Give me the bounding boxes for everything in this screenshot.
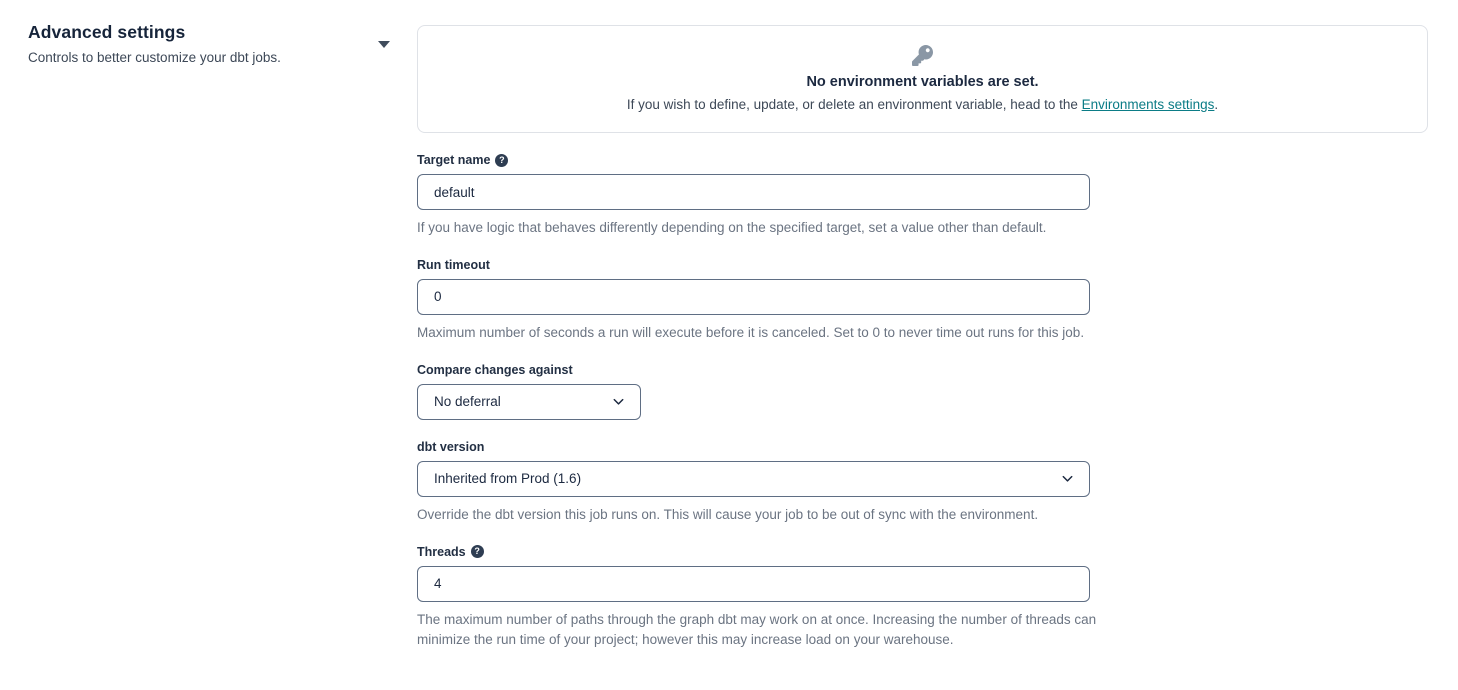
- dbt-version-select[interactable]: [417, 461, 1090, 497]
- field-target-name: [417, 153, 1428, 238]
- field-run-timeout: [417, 258, 1428, 343]
- dbt-version-selected-value: Inherited from Prod (1.6): [434, 471, 582, 487]
- field-label: [417, 363, 1428, 377]
- field-label: [417, 545, 1428, 559]
- compare-changes-label: Compare changes against: [417, 362, 573, 377]
- dbt-version-helper: Override the dbt version this job runs on. This will cause your job to be out of sync with the environment.: [417, 506, 1039, 522]
- field-label: [417, 153, 1428, 167]
- target-name-label: Target name: [417, 153, 491, 167]
- settings-form: [417, 0, 1458, 690]
- page-title: Advanced settings: [28, 22, 186, 42]
- help-icon[interactable]: ?: [471, 545, 484, 558]
- collapse-section-icon[interactable]: [378, 41, 390, 48]
- threads-helper: The maximum number of paths through the graph dbt may work on at once. Increasing the number of threads can minimize the run time of your project; however this may increase load on your warehouse.: [417, 611, 1097, 647]
- field-dbt-version: [417, 440, 1428, 525]
- section-header-column: [0, 0, 417, 690]
- field-label: [417, 440, 1428, 454]
- env-panel-title: No environment variables are set.: [806, 74, 1039, 90]
- run-timeout-input[interactable]: [417, 279, 1090, 315]
- field-compare-changes: [417, 363, 1428, 420]
- chevron-down-icon: [611, 394, 626, 409]
- field-threads: [417, 545, 1428, 650]
- env-variables-panel: [417, 25, 1428, 133]
- threads-label: Threads: [417, 544, 466, 559]
- target-name-helper: If you have logic that behaves differently depending on the specified target, set a value other than default.: [417, 220, 1047, 235]
- dbt-version-label: dbt version: [417, 439, 485, 454]
- target-name-input[interactable]: [417, 174, 1090, 210]
- run-timeout-helper: Maximum number of seconds a run will execute before it is canceled. Set to 0 to never time out runs for this job.: [417, 324, 1085, 340]
- key-icon: [912, 45, 933, 66]
- help-icon[interactable]: ?: [495, 154, 508, 167]
- env-message-suffix: .: [1214, 97, 1219, 112]
- compare-changes-select[interactable]: [417, 384, 641, 420]
- chevron-down-icon: [1060, 471, 1075, 486]
- env-message-prefix: If you wish to define, update, or delete an environment variable, head to the: [626, 97, 1082, 112]
- field-label: [417, 258, 1428, 272]
- run-timeout-label: Run timeout: [417, 257, 490, 272]
- page-subtitle: Controls to better customize your dbt jobs.: [28, 50, 281, 65]
- environments-settings-link[interactable]: Environments settings: [1081, 97, 1215, 112]
- env-panel-message: [627, 97, 1218, 112]
- threads-input[interactable]: [417, 566, 1090, 602]
- compare-changes-selected-value: No deferral: [434, 394, 501, 410]
